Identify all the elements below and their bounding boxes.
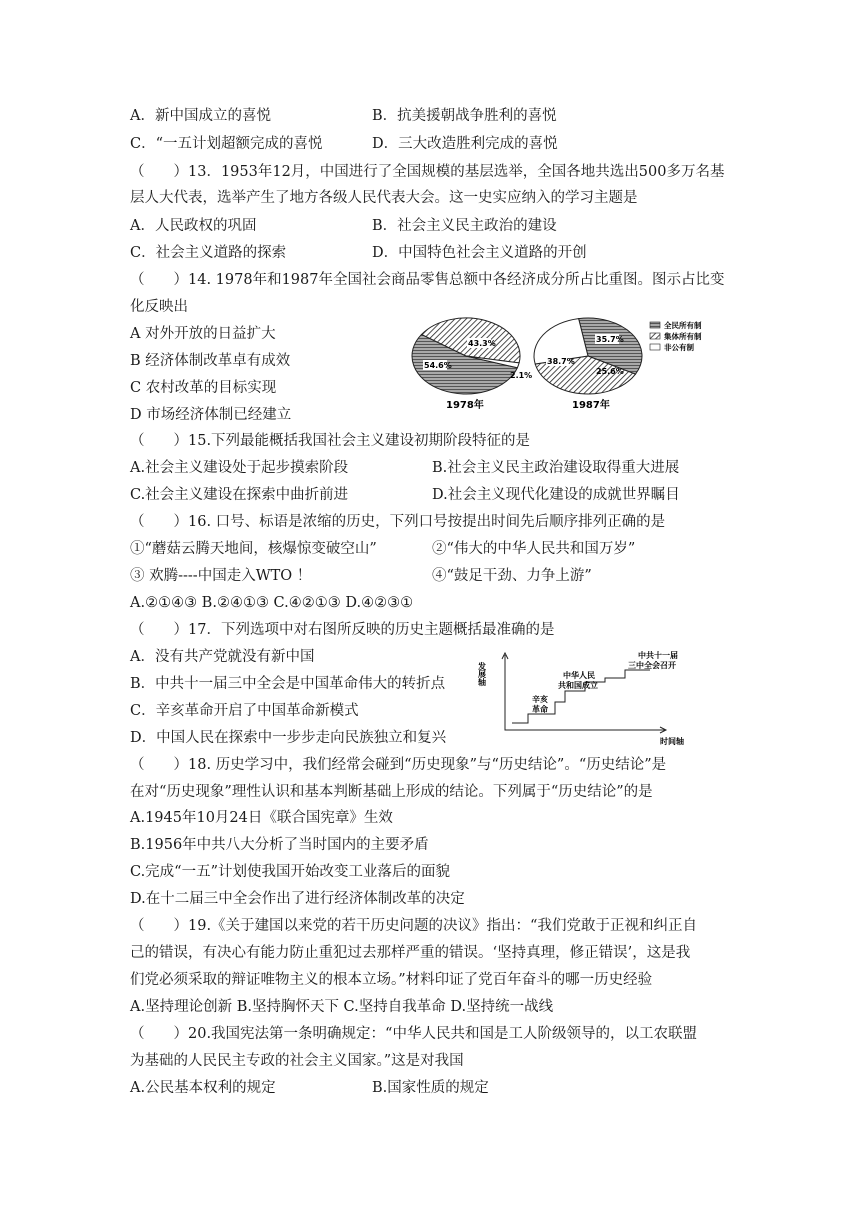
pie-title-1978: 1978年	[446, 400, 484, 411]
text-line	[130, 134, 558, 154]
line-text: B 经济体制改革卓有成效	[130, 353, 291, 369]
line-text: 们党必须采取的辩证唯物主义的根本立场。”材料印证了党百年奋斗的哪一历史经验	[130, 972, 653, 988]
legend-swatch-collective	[650, 333, 660, 339]
text-line	[130, 620, 554, 640]
pie-legend	[650, 320, 702, 352]
line-text: ①“蘑菇云腾天地间，核爆惊变破空山”	[130, 541, 377, 557]
line-text: （ ）20.我国宪法第一条明确规定：“中华人民共和国是工人阶级领导的，以工农联盟	[130, 1026, 697, 1042]
line-text-option-b: B.社会主义民主政治建设取得重大进展	[432, 460, 680, 476]
text-line	[130, 647, 314, 667]
text-line	[130, 862, 450, 882]
line-text: C．辛亥革命开启了中国革命新模式	[130, 703, 359, 719]
text-line	[130, 970, 652, 990]
text-line	[130, 162, 724, 182]
line-text: C 农村改革的目标实现	[130, 380, 277, 396]
line-text: B．中共十一届三中全会是中国革命伟大的转折点	[130, 676, 446, 692]
text-line	[130, 324, 276, 344]
line-text: A.②①④③ B.②④①③ C.④②①③ D.④②③①	[130, 595, 414, 611]
text-line	[130, 1051, 464, 1071]
text-line	[130, 943, 690, 963]
pie-label-1: 43.3%	[468, 339, 496, 348]
line-text: A．人民政权的巩固	[130, 218, 257, 234]
line-text-option-b: ②“伟大的中华人民共和国万岁”	[432, 541, 636, 557]
line-text: D．中国人民在探索中一步步走向民族独立和复兴	[130, 730, 447, 746]
line-text: C.完成“一五”计划使我国开始改变工业落后的面貌	[130, 864, 451, 880]
step-label-plenum: 中共十一届三中全会召开	[628, 651, 678, 670]
text-line	[130, 701, 359, 721]
pie-label-1: 38.7%	[547, 357, 575, 366]
line-text: （ ）16. 口号、标语是浓缩的历史，下列口号按提出时间先后顺序排列正确的是	[130, 514, 666, 530]
line-text: ③ 欢腾----中国走入WTO ！	[130, 568, 312, 584]
line-text-option-b: B．社会主义民主政治的建设	[372, 218, 557, 234]
legend-swatch-state	[650, 322, 660, 328]
pie-label-0: 54.6%	[424, 361, 452, 370]
line-text-option-b: D.社会主义现代化建设的成就世界瞩目	[432, 487, 680, 503]
line-text: 在对“历史现象”理性认识和基本判断基础上形成的结论。下列属于“历史结论”的是	[130, 784, 653, 800]
pie-1978	[412, 318, 532, 394]
text-line	[130, 889, 465, 909]
text-line	[130, 297, 188, 317]
pie-chart-figure	[412, 316, 722, 412]
text-line	[130, 566, 592, 586]
text-line	[130, 997, 553, 1017]
text-line	[130, 243, 587, 263]
text-line	[130, 808, 393, 828]
line-text: B.1956年中共八大分析了当时国内的主要矛盾	[130, 837, 429, 853]
pie-title-1987: 1987年	[572, 400, 610, 411]
development-stair-chart	[477, 650, 690, 746]
text-line	[130, 458, 680, 478]
text-line	[130, 728, 446, 748]
pie-label-2: 25.6%	[596, 367, 624, 376]
line-text-option-b: ④“鼓足干劲、力争上游”	[432, 568, 592, 584]
line-text: A.公民基本权利的规定	[130, 1080, 276, 1096]
step-label-xinhai: 辛亥革命	[532, 695, 548, 714]
text-line	[130, 593, 413, 613]
text-line	[130, 216, 557, 236]
y-axis-label: 发展轴	[477, 662, 487, 686]
legend-swatch-private	[650, 344, 660, 350]
text-line	[130, 755, 666, 775]
line-text: 己的错误，有决心有能力防止重犯过去那样严重的错误。‘坚持真理，修正错误’，这是我	[130, 945, 691, 961]
line-text: C．“一五计划超额完成的喜悦	[130, 136, 323, 152]
line-text: （ ）19.《关于建国以来党的若干历史问题的决议》指出：“我们党敢于正视和纠正自	[130, 918, 697, 934]
text-line	[130, 405, 291, 425]
line-text: C.社会主义建设在探索中曲折前进	[130, 487, 349, 503]
pie-label-2: 2.1%	[510, 371, 533, 380]
text-line	[130, 378, 276, 398]
line-text: 化反映出	[130, 299, 188, 315]
line-text-option-b: D．中国特色社会主义道路的开创	[372, 245, 587, 261]
line-text-option-b: B．抗美援朝战争胜利的喜悦	[372, 108, 557, 124]
text-line	[130, 1078, 489, 1098]
text-line	[130, 782, 653, 802]
step-label-prc: 中华人民共和国成立	[558, 671, 598, 690]
line-text: （ ）14. 1978年和1987年全国社会商品零售总额中各经济成分所占比重图。图示占比变	[130, 272, 725, 288]
line-text: D.在十二届三中全会作出了进行经济体制改革的决定	[130, 891, 465, 907]
line-text: （ ）13．1953年12月，中国进行了全国规模的基层选举，全国各地共选出500多万名基	[130, 164, 725, 180]
text-line	[130, 188, 638, 208]
text-line	[130, 512, 665, 532]
text-line	[130, 539, 636, 559]
line-text-option-b: B.国家性质的规定	[372, 1080, 489, 1096]
line-text: （ ）18. 历史学习中，我们经常会碰到“历史现象”与“历史结论”。“历史结论”是	[130, 757, 667, 773]
text-line	[130, 674, 445, 694]
line-text: A.1945年10月24日《联合国宪章》生效	[130, 810, 393, 826]
line-text: 为基础的人民民主专政的社会主义国家。”这是对我国	[130, 1053, 464, 1069]
x-axis-label: 时间轴	[660, 737, 684, 746]
line-text: C．社会主义道路的探索	[130, 245, 287, 261]
text-line	[130, 351, 290, 371]
line-text-option-b: D．三大改造胜利完成的喜悦	[372, 136, 558, 152]
legend-label-state: 全民所有制	[664, 321, 702, 330]
text-line	[130, 106, 557, 126]
text-line	[130, 431, 530, 451]
line-text: A 对外开放的日益扩大	[130, 326, 276, 342]
legend-label-collective: 集体所有制	[664, 332, 702, 341]
text-line	[130, 916, 697, 936]
line-text: A.社会主义建设处于起步摸索阶段	[130, 460, 349, 476]
text-line	[130, 485, 680, 505]
pie-label-0: 35.7%	[596, 335, 624, 344]
text-line	[130, 1024, 697, 1044]
pie-1987	[534, 318, 642, 394]
line-text: D 市场经济体制已经建立	[130, 407, 292, 423]
text-line	[130, 270, 724, 290]
legend-label-private: 非公有制	[664, 343, 694, 352]
line-text: A.坚持理论创新 B.坚持胸怀天下 C.坚持自我革命 D.坚持统一战线	[130, 999, 554, 1015]
line-text: （ ）17．下列选项中对右图所反映的历史主题概括最准确的是	[130, 622, 555, 638]
line-text: A．新中国成立的喜悦	[130, 108, 271, 124]
text-line	[130, 835, 429, 855]
line-text: （ ）15.下列最能概括我国社会主义建设初期阶段特征的是	[130, 433, 531, 449]
line-text: A．没有共产党就没有新中国	[130, 649, 315, 665]
line-text: 层人大代表，选举产生了地方各级人民代表大会。这一史实应纳入的学习主题是	[130, 190, 638, 206]
